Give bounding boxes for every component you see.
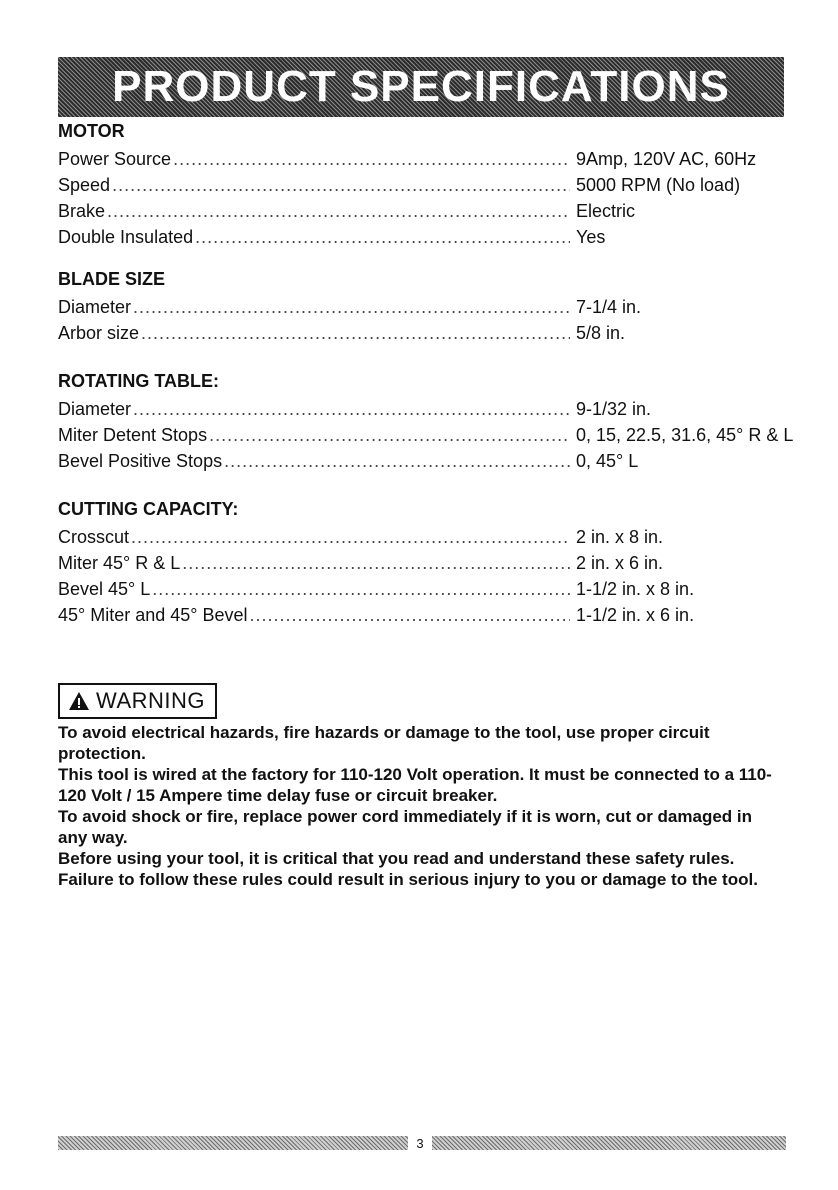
spec-row [58, 294, 788, 320]
spec-value: 7-1/4 in. [576, 297, 642, 317]
warning-triangle-icon [68, 691, 90, 711]
spec-value: 5000 RPM (No load) [576, 175, 741, 195]
spec-row [58, 198, 788, 224]
spec-value: 5/8 in. [576, 323, 626, 343]
spec-label: Power Source [58, 149, 172, 169]
warning-label: WARNING [96, 688, 206, 713]
spec-row [58, 550, 788, 576]
leader-dots [131, 524, 570, 550]
spec-label: Speed [58, 175, 111, 195]
spec-row [58, 422, 794, 448]
leader-dots [141, 320, 570, 346]
spec-label: Crosscut [58, 527, 130, 547]
warning-paragraph: Before using your tool, it is critical that you read and understand these safety rules. Failure to follow these rules could result in serious injury to you or damage to the tool. [58, 849, 758, 889]
footer-bar-right [432, 1136, 786, 1150]
spec-value: Electric [576, 201, 636, 221]
section-heading: BLADE SIZE [58, 269, 166, 289]
leader-dots [209, 422, 570, 448]
spec-value: 0, 45° L [576, 451, 639, 471]
warning-box [58, 683, 217, 719]
spec-section-motor [58, 120, 788, 250]
spec-row [58, 146, 788, 172]
spec-value: 2 in. x 6 in. [576, 553, 664, 573]
leader-dots [224, 448, 570, 474]
warning-paragraph: To avoid electrical hazards, fire hazards or damage to the tool, use proper circuit protection. [58, 723, 710, 763]
spec-section-blade-size [58, 268, 788, 346]
spec-value: 2 in. x 8 in. [576, 527, 664, 547]
leader-dots [152, 576, 570, 602]
warning-text [58, 722, 778, 890]
spec-label: Brake [58, 201, 106, 221]
spec-row [58, 396, 788, 422]
spec-label: Miter Detent Stops [58, 425, 208, 445]
spec-label: Diameter [58, 399, 132, 419]
footer-bar-left [58, 1136, 408, 1150]
section-heading: CUTTING CAPACITY: [58, 499, 239, 519]
spec-label: Double Insulated [58, 227, 194, 247]
warning-paragraph: To avoid shock or fire, replace power cord immediately if it is worn, cut or damaged in any way. [58, 807, 753, 847]
leader-dots [195, 224, 570, 250]
spec-row [58, 320, 788, 346]
spec-section-cutting-capacity [58, 498, 788, 628]
leader-dots [133, 396, 570, 422]
spec-label: Bevel 45° L [58, 579, 151, 599]
spec-value: 1-1/2 in. x 6 in. [576, 605, 695, 625]
spec-row [58, 172, 788, 198]
spec-row [58, 448, 788, 474]
spec-value: Yes [576, 227, 606, 247]
leader-dots [107, 198, 570, 224]
title-banner [58, 57, 784, 117]
leader-dots [173, 146, 570, 172]
spec-label: 45° Miter and 45° Bevel [58, 605, 248, 625]
leader-dots [182, 550, 570, 576]
page-title: PRODUCT SPECIFICATIONS [112, 62, 730, 111]
warning-paragraph: This tool is wired at the factory for 110-120 Volt operation. It must be connected to a 110-120 Volt / 15 Ampere time delay fuse or circuit breaker. [58, 765, 772, 805]
spec-row [58, 224, 788, 250]
spec-label: Arbor size [58, 323, 140, 343]
leader-dots [133, 294, 570, 320]
spec-value: 9Amp, 120V AC, 60Hz [576, 149, 757, 169]
spec-label: Miter 45° R & L [58, 553, 181, 573]
page-number: 3 [416, 1136, 424, 1151]
spec-value: 0, 15, 22.5, 31.6, 45° R & L [576, 425, 794, 445]
spec-label: Bevel Positive Stops [58, 451, 223, 471]
spec-label: Diameter [58, 297, 132, 317]
spec-value: 1-1/2 in. x 8 in. [576, 579, 695, 599]
spec-row [58, 576, 788, 602]
leader-dots [112, 172, 570, 198]
spec-row [58, 602, 788, 628]
leader-dots [250, 602, 570, 628]
spec-value: 9-1/32 in. [576, 399, 652, 419]
section-heading: MOTOR [58, 121, 125, 141]
spec-row [58, 524, 788, 550]
section-heading: ROTATING TABLE: [58, 371, 219, 391]
spec-section-rotating-table [58, 370, 794, 474]
